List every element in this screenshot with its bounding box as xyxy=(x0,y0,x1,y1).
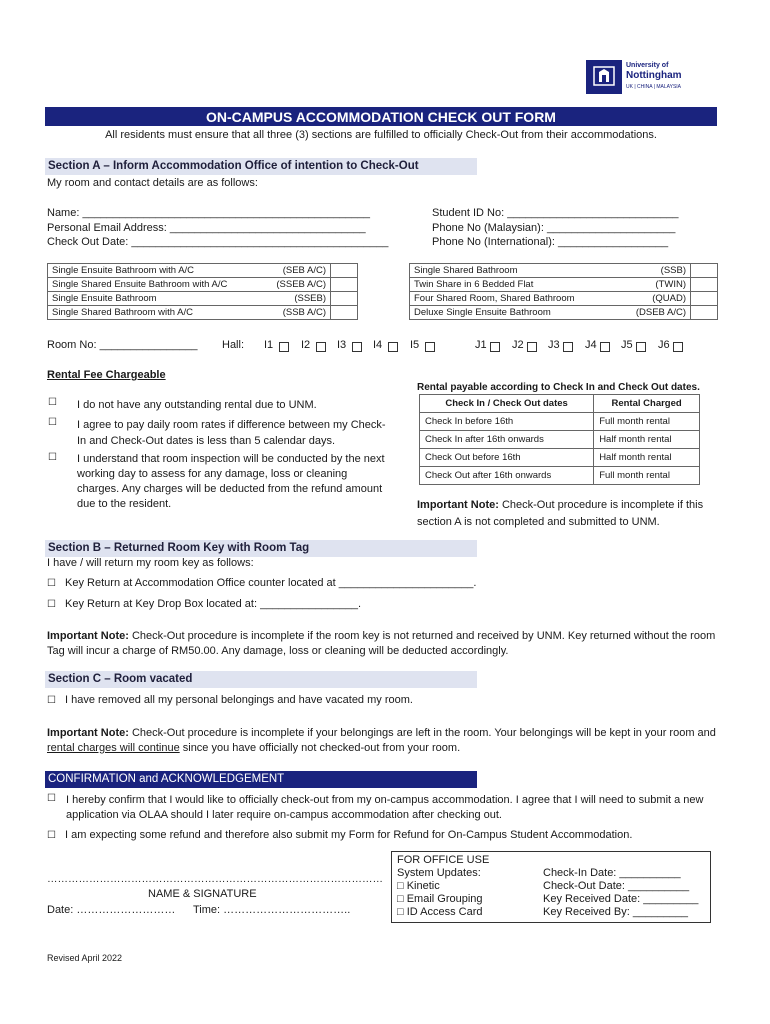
section-c-note-text-1: Check-Out procedure is incomplete if your belongings are left in the room. Your belongings will be kept in your room and xyxy=(131,727,716,739)
fee-row xyxy=(420,467,700,485)
hall-option-j4[interactable]: J4 xyxy=(585,339,597,351)
agreement-3 xyxy=(47,452,392,512)
signature-label: NAME & SIGNATURE xyxy=(148,888,257,900)
key-return-office-option xyxy=(47,577,476,589)
hall-checkbox-icon xyxy=(600,342,610,352)
agreement-3-text: I understand that room inspection will be conducted by the next working day to assess for any damage, loss or cleaning charges. Any charges will be deducted from the refund amount due to the resident. xyxy=(77,453,385,510)
fee-caption: Rental payable according to Check In and Check Out dates. xyxy=(417,382,700,393)
signature-line[interactable]: …………………………………………………………………………………… xyxy=(47,873,383,885)
room-right-row xyxy=(410,292,718,306)
hall-checkbox-icon xyxy=(388,342,398,352)
confirmation-item-2-text: I am expecting some refund and therefore also submit my Form for Refund for On-Campus Student Accommodation. xyxy=(65,829,633,841)
section-b-note xyxy=(47,629,719,659)
agreement-3-checkbox[interactable]: ☐ xyxy=(48,452,57,463)
room-type-name: Single Ensuite Bathroom with A/C xyxy=(48,264,263,278)
hall-checkbox-icon xyxy=(563,342,573,352)
office-use-title: FOR OFFICE USE xyxy=(397,854,490,866)
hall-options xyxy=(264,338,704,354)
hall-option-j2[interactable]: J2 xyxy=(512,339,524,351)
hall-option-j5[interactable]: J5 xyxy=(621,339,633,351)
room-type-checkbox[interactable] xyxy=(691,292,718,306)
fee-header-rental: Rental Charged xyxy=(594,395,700,413)
key-return-office-text: Key Return at Accommodation Office counter located at ______________________. xyxy=(65,577,477,589)
room-type-code: (SSEB) xyxy=(263,292,331,306)
hall-option-j6[interactable]: J6 xyxy=(658,339,670,351)
student-id-field[interactable]: Student ID No: ____________________________ xyxy=(432,207,679,219)
hall-checkbox-icon xyxy=(490,342,500,352)
time-field[interactable]: Time: …………………………….. xyxy=(193,904,351,916)
hall-checkbox-icon xyxy=(673,342,683,352)
hall-checkbox-icon xyxy=(352,342,362,352)
office-key-received-date[interactable]: Key Received Date: _________ xyxy=(543,893,699,905)
key-drop-box-option xyxy=(47,598,361,610)
room-type-name: Twin Share in 6 Bedded Flat xyxy=(410,278,619,292)
vacated-text: I have removed all my personal belongings and have vacated my room. xyxy=(65,694,413,706)
room-left-row xyxy=(48,264,358,278)
fee-header-dates: Check In / Check Out dates xyxy=(420,395,594,413)
hall-checkbox-icon xyxy=(279,342,289,352)
hall-option-j3[interactable]: J3 xyxy=(548,339,560,351)
section-a-heading: Section A – Inform Accommodation Office of intention to Check-Out xyxy=(45,158,477,175)
room-type-table-left xyxy=(47,263,358,320)
fee-charge: Half month rental xyxy=(594,449,700,467)
fee-table xyxy=(419,394,700,485)
key-drop-box-checkbox[interactable]: ☐ xyxy=(47,599,56,610)
section-c-heading: Section C – Room vacated xyxy=(45,671,477,688)
fee-period: Check Out after 16th onwards xyxy=(420,467,594,485)
room-type-code: (SSEB A/C) xyxy=(263,278,331,292)
room-type-code: (DSEB A/C) xyxy=(618,306,690,320)
agreement-1-checkbox[interactable]: ☐ xyxy=(48,397,57,408)
section-b-intro: I have / will return my room key as follows: xyxy=(47,557,254,569)
room-type-code: (SSB A/C) xyxy=(263,306,331,320)
room-type-name: Four Shared Room, Shared Bathroom xyxy=(410,292,619,306)
office-system-updates: System Updates: xyxy=(397,867,481,879)
room-type-checkbox[interactable] xyxy=(691,278,718,292)
room-type-name: Deluxe Single Ensuite Bathroom xyxy=(410,306,619,320)
fee-row xyxy=(420,449,700,467)
office-checkout-date[interactable]: Check-Out Date: __________ xyxy=(543,880,690,892)
office-key-received-by[interactable]: Key Received By: _________ xyxy=(543,906,688,918)
section-c-note xyxy=(47,726,719,756)
room-type-code: (SSB) xyxy=(618,264,690,278)
section-c-note-label: Important Note: xyxy=(47,727,129,739)
room-right-row xyxy=(410,278,718,292)
hall-option-i1[interactable]: I1 xyxy=(264,339,274,351)
section-a-note-label: Important Note: xyxy=(417,499,499,511)
section-b-heading: Section B – Returned Room Key with Room Tag xyxy=(45,540,477,557)
form-subtitle: All residents must ensure that all three (3) sections are fulfilled to officially Check-Out from their accommodations. xyxy=(105,129,657,141)
hall-checkbox-icon xyxy=(527,342,537,352)
hall-option-i3[interactable]: I3 xyxy=(337,339,347,351)
confirmation-item-1-text: I hereby confirm that I would like to officially check-out from my on-campus accommodation. I agree that I will need to submit a new application via OLAA should I later require on-campus accommodation after checking out. xyxy=(66,794,704,821)
fee-row xyxy=(420,413,700,431)
section-b-note-text: Check-Out procedure is incomplete if the room key is not returned and received by UNM. Key returned without the room Tag will incur a charge of RM50.00. Any damage, loss or cleaning will be deducted accordingly. xyxy=(47,630,716,657)
room-type-table-right xyxy=(409,263,718,320)
form-title: ON-CAMPUS ACCOMMODATION CHECK OUT FORM xyxy=(45,107,717,126)
room-right-row xyxy=(410,264,718,278)
section-c-note-underlined: rental charges will continue xyxy=(47,742,180,754)
room-type-checkbox[interactable] xyxy=(331,264,358,278)
name-field[interactable]: Name: _______________________________________________ xyxy=(47,207,370,219)
date-field[interactable]: Date: ……………………… xyxy=(47,904,176,916)
fee-period: Check In after 16th onwards xyxy=(420,431,594,449)
fee-charge: Half month rental xyxy=(594,431,700,449)
room-type-name: Single Shared Ensuite Bathroom with A/C xyxy=(48,278,263,292)
room-left-row xyxy=(48,306,358,320)
section-a-note xyxy=(417,497,717,531)
hall-checkbox-icon xyxy=(425,342,435,352)
email-field[interactable]: Personal Email Address: ________________________________ xyxy=(47,222,366,234)
agreement-2-checkbox[interactable]: ☐ xyxy=(48,417,57,428)
fee-row xyxy=(420,431,700,449)
vacated-checkbox[interactable]: ☐ xyxy=(47,695,56,706)
checkout-date-field[interactable]: Check Out Date: __________________________________________ xyxy=(47,236,389,248)
fee-charge: Full month rental xyxy=(594,413,700,431)
key-drop-box-text: Key Return at Key Drop Box located at: ________________. xyxy=(65,598,362,610)
room-type-code: (SEB A/C) xyxy=(263,264,331,278)
confirmation-heading: CONFIRMATION and ACKNOWLEDGEMENT xyxy=(45,771,477,788)
section-a-note-text: Check-Out procedure is incomplete if this section A is not completed and submitted to UNM. xyxy=(417,499,704,528)
section-b-note-label: Important Note: xyxy=(47,630,129,642)
hall-option-j1[interactable]: J1 xyxy=(475,339,487,351)
confirmation-item-1 xyxy=(47,793,719,823)
room-right-row xyxy=(410,306,718,320)
key-return-office-checkbox[interactable]: ☐ xyxy=(47,578,56,589)
revision-footer: Revised April 2022 xyxy=(47,953,123,963)
hall-checkbox-icon xyxy=(636,342,646,352)
logo-line3: UK | CHINA | MALAYSIA xyxy=(626,84,682,90)
confirmation-item-2-checkbox[interactable]: ☐ xyxy=(47,830,56,841)
room-no-field[interactable]: Room No: ________________ xyxy=(47,339,198,351)
hall-option-i2[interactable]: I2 xyxy=(301,339,311,351)
hall-label: Hall: xyxy=(222,339,245,351)
room-type-checkbox[interactable] xyxy=(331,306,358,320)
section-c-note-text-2: since you have officially not checked-out from your room. xyxy=(182,742,461,754)
room-type-checkbox[interactable] xyxy=(331,292,358,306)
room-type-name: Single Shared Bathroom xyxy=(410,264,619,278)
confirmation-item-1-checkbox[interactable]: ☐ xyxy=(47,793,56,804)
office-id-access[interactable]: □ ID Access Card xyxy=(397,906,483,918)
fee-period: Check In before 16th xyxy=(420,413,594,431)
room-type-checkbox[interactable] xyxy=(691,306,718,320)
logo-crest-icon xyxy=(586,60,622,94)
logo-line2: Nottingham xyxy=(626,70,682,81)
fee-charge: Full month rental xyxy=(594,467,700,485)
confirmation-item-2 xyxy=(47,829,632,841)
agreement-2-text: I agree to pay daily room rates if difference between my Check-In and Check-Out dates is less than 5 calendar days. xyxy=(77,419,386,447)
hall-option-i4[interactable]: I4 xyxy=(373,339,383,351)
section-a-intro: My room and contact details are as follows: xyxy=(47,177,258,189)
room-left-row xyxy=(48,292,358,306)
agreement-1-text: I do not have any outstanding rental due to UNM. xyxy=(77,399,317,411)
hall-option-i5[interactable]: I5 xyxy=(410,339,420,351)
vacated-option xyxy=(47,694,413,706)
fee-period: Check Out before 16th xyxy=(420,449,594,467)
hall-checkbox-icon xyxy=(316,342,326,352)
office-email-grouping[interactable]: □ Email Grouping xyxy=(397,893,483,905)
phone-international-field[interactable]: Phone No (International): __________________ xyxy=(432,236,669,248)
agreement-2 xyxy=(47,417,392,449)
office-kinetic[interactable]: □ Kinetic xyxy=(397,880,440,892)
agreement-1 xyxy=(47,397,392,413)
room-type-checkbox[interactable] xyxy=(691,264,718,278)
phone-malaysian-field[interactable]: Phone No (Malaysian): _____________________ xyxy=(432,222,676,234)
room-type-code: (TWIN) xyxy=(618,278,690,292)
room-type-code: (QUAD) xyxy=(618,292,690,306)
room-type-name: Single Ensuite Bathroom xyxy=(48,292,263,306)
office-use-box xyxy=(391,851,711,923)
logo-line1: University of xyxy=(626,62,669,69)
university-logo xyxy=(586,60,686,94)
room-type-checkbox[interactable] xyxy=(331,278,358,292)
room-type-name: Single Shared Bathroom with A/C xyxy=(48,306,263,320)
rental-fee-heading: Rental Fee Chargeable xyxy=(47,369,166,381)
room-left-row xyxy=(48,278,358,292)
office-checkin-date[interactable]: Check-In Date: __________ xyxy=(543,867,681,879)
